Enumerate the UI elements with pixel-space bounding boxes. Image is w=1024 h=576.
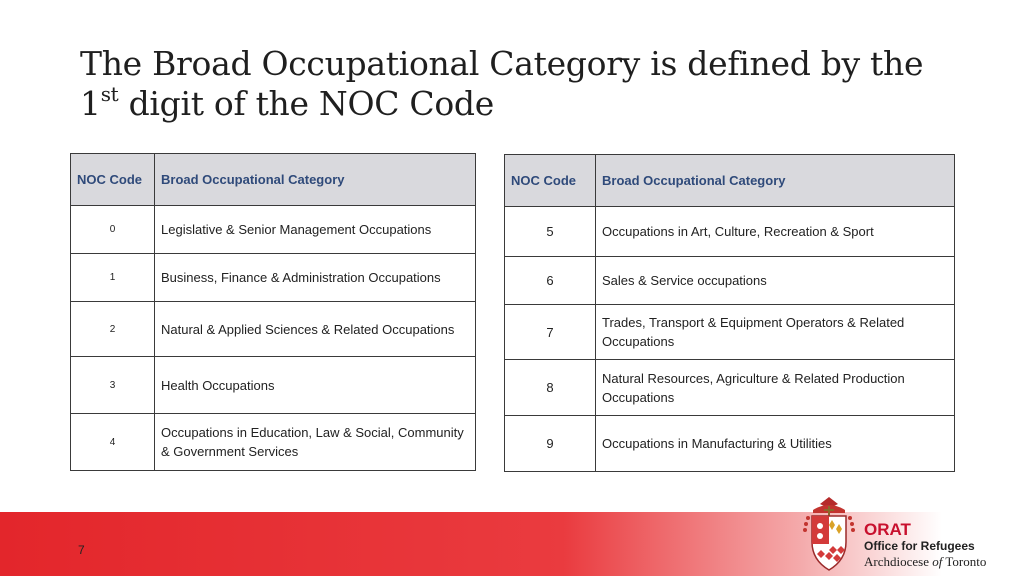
- noc-code-cell: 8: [505, 360, 596, 416]
- slide-title: [80, 44, 980, 124]
- category-cell: Occupations in Art, Culture, Recreation & Sport: [596, 207, 955, 257]
- noc-code-cell: 3: [71, 357, 155, 414]
- logo-orat: ORAT: [864, 520, 911, 539]
- category-cell: Legislative & Senior Management Occupations: [155, 206, 476, 254]
- header-noc-code: NOC Code: [505, 155, 596, 207]
- category-cell: Occupations in Education, Law & Social, Community & Government Services: [155, 414, 476, 471]
- table-row: [505, 305, 955, 360]
- noc-code-cell: 2: [71, 302, 155, 357]
- category-cell: Business, Finance & Administration Occupations: [155, 254, 476, 302]
- noc-code-cell: 4: [71, 414, 155, 471]
- noc-code-cell: 0: [71, 206, 155, 254]
- table-header-row: [71, 154, 476, 206]
- logo-toronto-word: Toronto: [942, 554, 987, 569]
- table-row: [505, 257, 955, 305]
- logo-archdiocese-word: Archdiocese: [864, 554, 933, 569]
- page-number: 7: [78, 543, 85, 557]
- table-row: [71, 357, 476, 414]
- table-row: [71, 206, 476, 254]
- table-row: [505, 360, 955, 416]
- table-row: [505, 207, 955, 257]
- table-row: [71, 254, 476, 302]
- header-noc-code: NOC Code: [71, 154, 155, 206]
- noc-code-cell: 5: [505, 207, 596, 257]
- title-digit: 1: [80, 84, 101, 123]
- noc-code-cell: 6: [505, 257, 596, 305]
- table-row: [71, 414, 476, 471]
- header-broad-category: Broad Occupational Category: [596, 155, 955, 207]
- header-broad-category: Broad Occupational Category: [155, 154, 476, 206]
- noc-table-left: [70, 153, 476, 471]
- archdiocese-crest-icon: [800, 494, 858, 574]
- noc-code-cell: 1: [71, 254, 155, 302]
- category-cell: Trades, Transport & Equipment Operators & Related Occupations: [596, 305, 955, 360]
- category-cell: Health Occupations: [155, 357, 476, 414]
- logo-archdiocese: [864, 554, 986, 570]
- category-cell: Natural Resources, Agriculture & Related Production Occupations: [596, 360, 955, 416]
- table-header-row: [505, 155, 955, 207]
- title-superscript: st: [100, 82, 119, 106]
- noc-code-cell: 9: [505, 416, 596, 472]
- noc-table-right: [504, 154, 955, 472]
- category-cell: Occupations in Manufacturing & Utilities: [596, 416, 955, 472]
- logo-office-for-refugees: Office for Refugees: [864, 539, 975, 553]
- table-row: [505, 416, 955, 472]
- category-cell: Natural & Applied Sciences & Related Occupations: [155, 302, 476, 357]
- orat-logo: [800, 494, 1020, 574]
- title-line-2: digit of the NOC Code: [118, 84, 494, 123]
- category-cell: Sales & Service occupations: [596, 257, 955, 305]
- title-line-1: The Broad Occupational Category is defined by the: [80, 44, 924, 83]
- logo-text: [864, 522, 986, 570]
- noc-code-cell: 7: [505, 305, 596, 360]
- table-row: [71, 302, 476, 357]
- logo-of-word: of: [932, 554, 943, 569]
